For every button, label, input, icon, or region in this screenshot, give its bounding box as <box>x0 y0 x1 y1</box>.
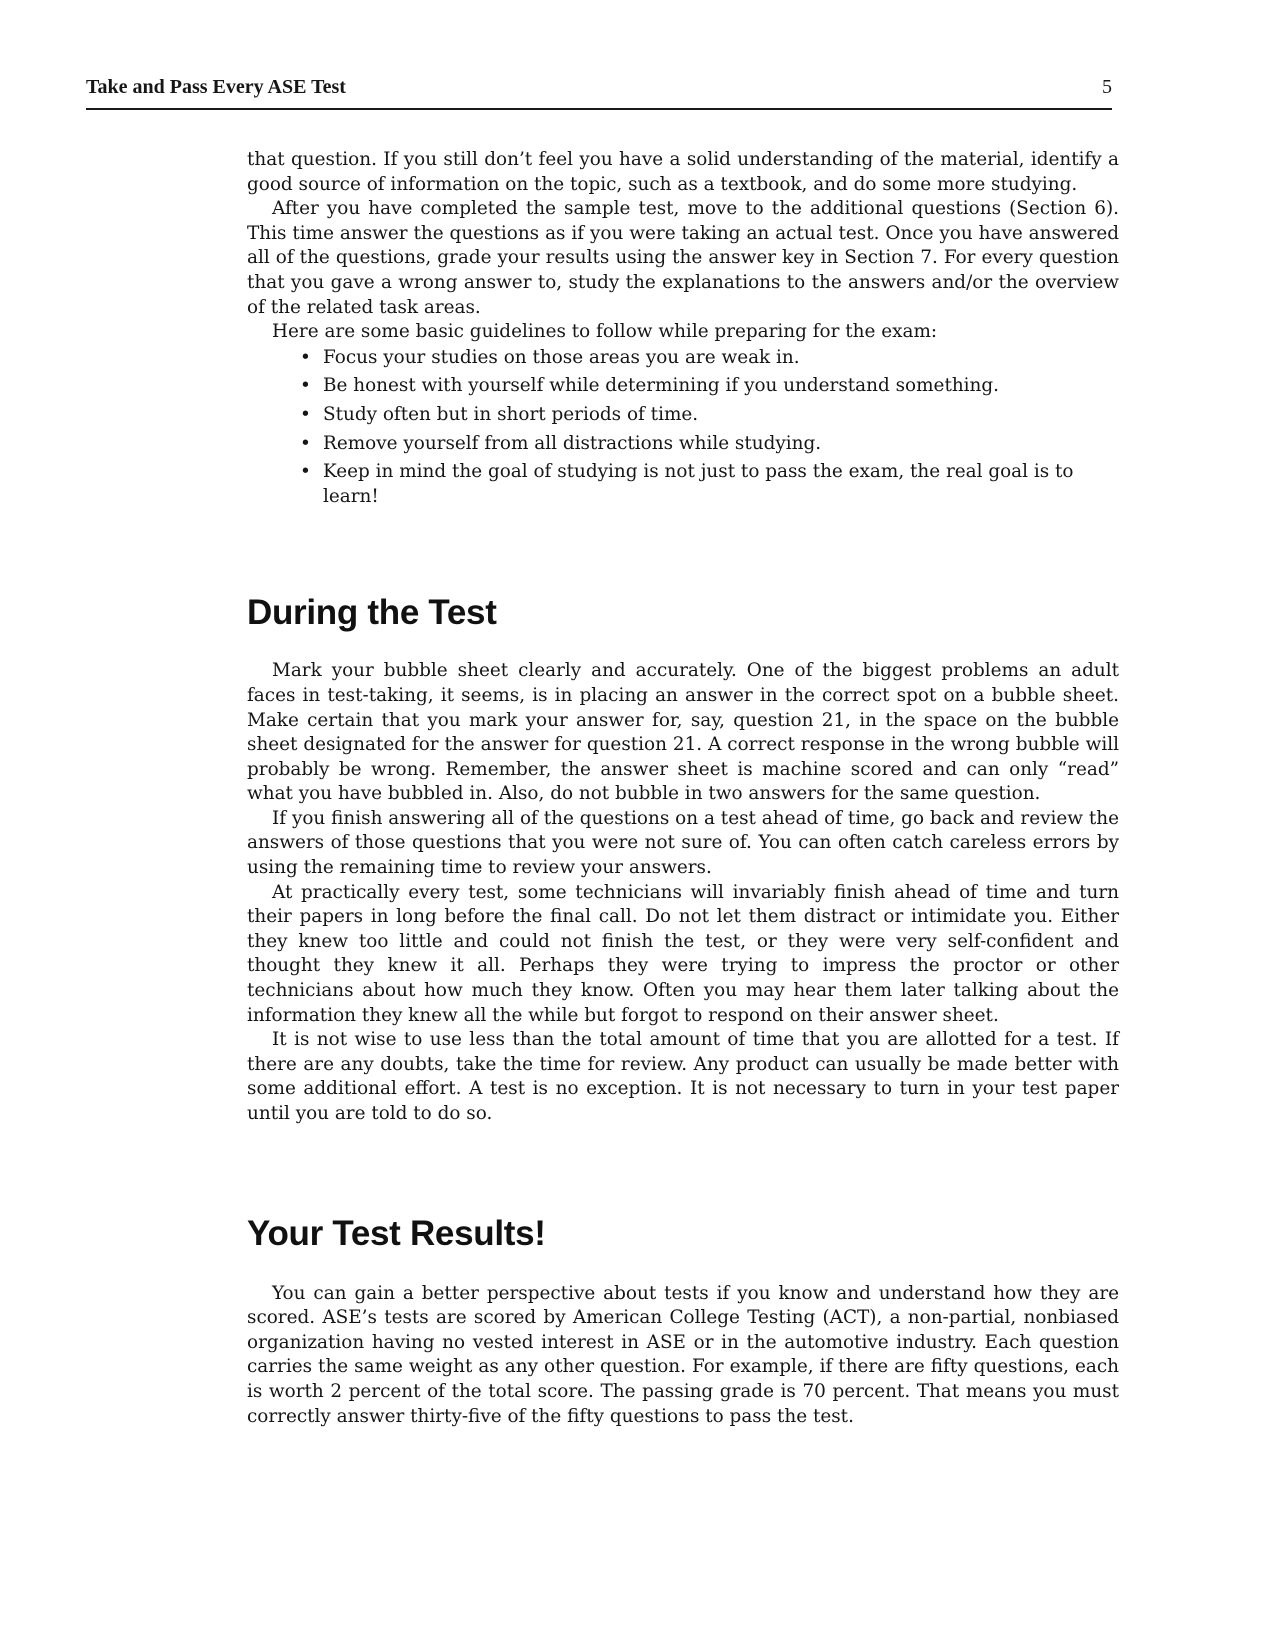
during-the-test-section <box>247 593 1119 1126</box>
list-item <box>297 346 1119 371</box>
bullet-icon: • <box>300 375 311 397</box>
page-body <box>247 148 1119 1429</box>
list-item <box>297 374 1119 399</box>
list-item-text: Focus your studies on those areas you are weak in. <box>323 346 800 368</box>
list-item-text: Keep in mind the goal of studying is not just to pass the exam, the real goal is to learn! <box>323 461 1074 507</box>
paragraph: that question. If you still don’t feel you have a solid understanding of the material, identify a good source of information on the topic, such as a textbook, and do some more studying. <box>247 149 1119 195</box>
list-item-text: Be honest with yourself while determining if you understand something. <box>323 375 1000 397</box>
intro-section <box>247 148 1119 509</box>
section-heading: Your Test Results! <box>247 1213 546 1253</box>
paragraph: Here are some basic guidelines to follow while preparing for the exam: <box>272 321 938 343</box>
guidelines-list <box>297 346 1119 510</box>
paragraph: If you finish answering all of the questions on a test ahead of time, go back and review the answers of those questions that you were not sure of. You can often catch careless errors by using the remaining time to review your answers. <box>247 807 1119 879</box>
bullet-icon: • <box>300 461 311 483</box>
running-header <box>86 74 1112 110</box>
paragraph: After you have completed the sample test, move to the additional questions (Section 6). This time answer the questions as if you were taking an actual test. Once you have answered all of the questions, grade your results using the answer key in Section 7. For every question that you gave a wrong answer to, study the explanations to the answers and/or the overview of the related task areas. <box>247 198 1119 318</box>
list-item <box>297 403 1119 428</box>
bullet-icon: • <box>300 346 311 368</box>
list-item <box>297 432 1119 457</box>
section-heading: During the Test <box>247 593 497 633</box>
page-number: 5 <box>1102 76 1112 98</box>
bullet-icon: • <box>300 432 311 454</box>
paragraph: Mark your bubble sheet clearly and accurately. One of the biggest problems an adult faces in test-taking, it seems, is in placing an answer in the correct spot on a bubble sheet. Make certain that you mark your answer for, say, question 21, in the space on the bubble sheet designated for the answer for question 21. A correct response in the wrong bubble will probably be wrong. Remember, the answer sheet is machine scored and can only “read” what you have bubbled in. Also, do not bubble in two answers for the same question. <box>247 660 1119 805</box>
list-item <box>297 460 1119 509</box>
running-title: Take and Pass Every ASE Test <box>86 76 346 98</box>
bullet-icon: • <box>300 403 311 425</box>
list-item-text: Study often but in short periods of time. <box>323 403 699 425</box>
your-test-results-section <box>247 1214 1119 1430</box>
list-item-text: Remove yourself from all distractions while studying. <box>323 432 822 454</box>
paragraph: At practically every test, some technicians will invariably finish ahead of time and turn their papers in long before the final call. Do not let them distract or intimidate you. Either they knew too little and could not finish the test, or they were very self-confident and thought they knew it all. Perhaps they were trying to impress the proctor or other technicians about how much they know. Often you may hear them later talking about the information they knew all the while but forgot to respond on their answer sheet. <box>247 881 1119 1026</box>
paragraph: It is not wise to use less than the total amount of time that you are allotted for a test. If there are any doubts, take the time for review. Any product can usually be made better with some additional effort. A test is no exception. It is not necessary to turn in your test paper until you are told to do so. <box>247 1029 1119 1124</box>
paragraph: You can gain a better perspective about tests if you know and understand how they are scored. ASE’s tests are scored by American College Testing (ACT), a non-partial, nonbiased organization having no vested interest in ASE or in the automotive industry. Each question carries the same weight as any other question. For example, if there are fifty questions, each is worth 2 percent of the total score. The passing grade is 70 percent. That means you must correctly answer thirty-five of the fifty questions to pass the test. <box>247 1282 1119 1427</box>
